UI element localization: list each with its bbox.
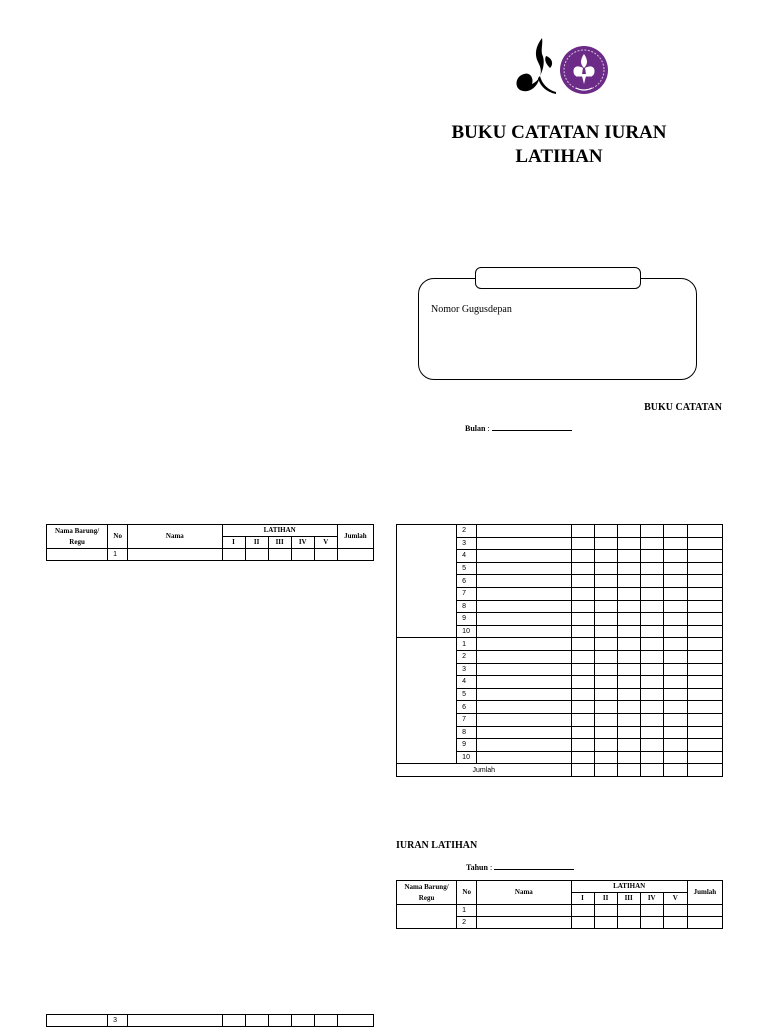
row-number: 6 bbox=[457, 701, 477, 714]
header-latihan: LATIHAN bbox=[571, 881, 687, 893]
table-cell[interactable] bbox=[594, 676, 617, 689]
table-cell[interactable] bbox=[571, 726, 594, 739]
table-cell[interactable] bbox=[594, 625, 617, 638]
table-cell[interactable] bbox=[617, 713, 640, 726]
table-cell[interactable] bbox=[617, 688, 640, 701]
table-cell[interactable] bbox=[640, 739, 663, 752]
table-cell[interactable] bbox=[291, 549, 314, 561]
table-cell[interactable] bbox=[687, 688, 722, 701]
table-cell[interactable] bbox=[687, 625, 722, 638]
table-cell[interactable] bbox=[640, 764, 663, 777]
header-nama-barung: Nama Barung/ Regu bbox=[47, 525, 108, 549]
table-cell[interactable] bbox=[314, 549, 337, 561]
table-cell[interactable] bbox=[687, 739, 722, 752]
table-cell[interactable] bbox=[640, 676, 663, 689]
table-cell[interactable] bbox=[640, 575, 663, 588]
header-jumlah: Jumlah bbox=[687, 881, 722, 905]
table-cell[interactable] bbox=[687, 550, 722, 563]
table-cell[interactable] bbox=[571, 638, 594, 651]
table-cell[interactable] bbox=[314, 1015, 337, 1027]
table-cell[interactable] bbox=[640, 650, 663, 663]
table-cell[interactable] bbox=[617, 613, 640, 626]
table-cell[interactable] bbox=[663, 739, 687, 752]
table-cell[interactable] bbox=[477, 739, 571, 752]
table-cell[interactable] bbox=[571, 562, 594, 575]
table-cell[interactable] bbox=[594, 701, 617, 714]
header-latihan-iv: IV bbox=[291, 537, 314, 549]
header-nama-barung: Nama Barung/ Regu bbox=[397, 881, 457, 905]
table-cell[interactable] bbox=[477, 650, 571, 663]
scout-tunas-icon bbox=[517, 38, 556, 94]
table-cell[interactable] bbox=[47, 1015, 108, 1027]
table-cell[interactable] bbox=[663, 713, 687, 726]
table-cell[interactable] bbox=[594, 739, 617, 752]
row-number: 2 bbox=[457, 917, 477, 929]
row-number: 9 bbox=[457, 613, 477, 626]
table-cell[interactable] bbox=[477, 676, 571, 689]
table-cell[interactable] bbox=[477, 713, 571, 726]
table-cell[interactable] bbox=[640, 663, 663, 676]
table-cell[interactable] bbox=[687, 587, 722, 600]
table-cell[interactable] bbox=[594, 562, 617, 575]
bulan-label: Bulan bbox=[465, 424, 486, 433]
table-cell[interactable] bbox=[477, 638, 571, 651]
row-number: 8 bbox=[457, 600, 477, 613]
table-cell[interactable] bbox=[477, 587, 571, 600]
table-row bbox=[397, 525, 723, 538]
row-number: 2 bbox=[457, 525, 477, 538]
iuran-latihan-heading: IURAN LATIHAN bbox=[396, 840, 478, 851]
table-row bbox=[47, 1015, 374, 1027]
table-cell[interactable] bbox=[571, 587, 594, 600]
table-cell[interactable] bbox=[640, 550, 663, 563]
table-cell[interactable] bbox=[477, 550, 571, 563]
tahun-blank-line[interactable] bbox=[494, 863, 574, 870]
table-cell[interactable] bbox=[640, 905, 663, 917]
table-cell[interactable] bbox=[663, 587, 687, 600]
header-latihan-v: V bbox=[314, 537, 337, 549]
tahun-field[interactable] bbox=[466, 863, 574, 872]
right-latihan-table bbox=[396, 524, 723, 777]
year-latihan-table bbox=[396, 880, 723, 929]
table-cell[interactable] bbox=[245, 1015, 268, 1027]
table-cell[interactable] bbox=[128, 549, 222, 561]
table-cell[interactable] bbox=[477, 625, 571, 638]
table-cell[interactable] bbox=[222, 549, 245, 561]
table-cell[interactable] bbox=[571, 764, 594, 777]
row-number: 2 bbox=[457, 650, 477, 663]
table-cell[interactable] bbox=[571, 525, 594, 538]
wosm-emblem-icon bbox=[560, 46, 608, 94]
table-cell[interactable] bbox=[663, 562, 687, 575]
table-cell[interactable] bbox=[571, 917, 594, 929]
table-cell[interactable] bbox=[687, 525, 722, 538]
table-cell[interactable] bbox=[477, 663, 571, 676]
row-number: 7 bbox=[457, 713, 477, 726]
jumlah-row bbox=[397, 764, 723, 777]
table-cell[interactable] bbox=[617, 917, 640, 929]
table-cell[interactable] bbox=[617, 726, 640, 739]
table-cell[interactable] bbox=[594, 600, 617, 613]
row-number: 9 bbox=[457, 739, 477, 752]
table-cell[interactable] bbox=[594, 917, 617, 929]
table-cell[interactable] bbox=[477, 575, 571, 588]
table-cell[interactable] bbox=[687, 613, 722, 626]
table-cell[interactable] bbox=[617, 663, 640, 676]
table-cell[interactable] bbox=[687, 575, 722, 588]
row-number: 1 bbox=[457, 905, 477, 917]
table-cell[interactable] bbox=[663, 600, 687, 613]
table-cell[interactable] bbox=[571, 600, 594, 613]
header-latihan-ii: II bbox=[245, 537, 268, 549]
table-cell[interactable] bbox=[222, 1015, 245, 1027]
table-cell[interactable] bbox=[663, 613, 687, 626]
table-cell[interactable] bbox=[617, 562, 640, 575]
table-cell[interactable] bbox=[663, 550, 687, 563]
table-row bbox=[47, 549, 374, 561]
table-cell[interactable] bbox=[571, 688, 594, 701]
row-number: 3 bbox=[457, 537, 477, 550]
table-cell[interactable] bbox=[617, 537, 640, 550]
header-nama: Nama bbox=[477, 881, 571, 905]
table-cell[interactable] bbox=[663, 676, 687, 689]
table-cell[interactable] bbox=[477, 600, 571, 613]
table-cell[interactable] bbox=[687, 713, 722, 726]
table-cell[interactable] bbox=[571, 663, 594, 676]
table-cell[interactable] bbox=[640, 917, 663, 929]
left-latihan-table-continued bbox=[46, 1014, 374, 1027]
row-number: 7 bbox=[457, 587, 477, 600]
table-cell[interactable] bbox=[617, 751, 640, 764]
table-cell[interactable] bbox=[594, 613, 617, 626]
header-no: No bbox=[108, 525, 128, 549]
table-cell[interactable] bbox=[477, 688, 571, 701]
table-cell[interactable] bbox=[663, 625, 687, 638]
row-number: 3 bbox=[457, 663, 477, 676]
table-cell[interactable] bbox=[594, 537, 617, 550]
table-cell[interactable] bbox=[477, 525, 571, 538]
table-cell[interactable] bbox=[571, 575, 594, 588]
table-cell[interactable] bbox=[663, 575, 687, 588]
buku-catatan-heading: BUKU CATATAN bbox=[644, 402, 722, 413]
barung-group-cell[interactable] bbox=[397, 905, 457, 929]
row-number: 10 bbox=[457, 625, 477, 638]
header-jumlah: Jumlah bbox=[337, 525, 373, 549]
table-cell[interactable] bbox=[594, 688, 617, 701]
row-number: 3 bbox=[108, 1015, 128, 1027]
table-cell[interactable] bbox=[640, 562, 663, 575]
table-cell[interactable] bbox=[571, 537, 594, 550]
table-cell[interactable] bbox=[617, 638, 640, 651]
table-cell[interactable] bbox=[571, 905, 594, 917]
row-number: 5 bbox=[457, 688, 477, 701]
table-cell[interactable] bbox=[571, 625, 594, 638]
barung-group-cell[interactable] bbox=[397, 638, 457, 764]
table-cell[interactable] bbox=[687, 905, 722, 917]
table-cell[interactable] bbox=[594, 726, 617, 739]
table-cell[interactable] bbox=[687, 650, 722, 663]
row-number: 6 bbox=[457, 575, 477, 588]
table-cell[interactable] bbox=[594, 575, 617, 588]
table-cell[interactable] bbox=[571, 701, 594, 714]
table-cell[interactable] bbox=[687, 638, 722, 651]
table-cell[interactable] bbox=[687, 663, 722, 676]
header-nama: Nama bbox=[128, 525, 222, 549]
table-cell[interactable] bbox=[640, 713, 663, 726]
row-number: 10 bbox=[457, 751, 477, 764]
gugusdepan-label: Nomor Gugusdepan bbox=[431, 304, 512, 315]
table-cell[interactable] bbox=[617, 701, 640, 714]
table-cell[interactable] bbox=[291, 1015, 314, 1027]
table-cell[interactable] bbox=[640, 537, 663, 550]
table-cell[interactable] bbox=[663, 701, 687, 714]
table-cell[interactable] bbox=[477, 701, 571, 714]
table-cell[interactable] bbox=[571, 613, 594, 626]
table-cell[interactable] bbox=[617, 587, 640, 600]
header-latihan-i: I bbox=[571, 893, 594, 905]
table-cell[interactable] bbox=[594, 751, 617, 764]
table-cell[interactable] bbox=[617, 550, 640, 563]
table-cell[interactable] bbox=[477, 726, 571, 739]
table-cell[interactable] bbox=[687, 726, 722, 739]
header-latihan-ii: II bbox=[594, 893, 617, 905]
table-cell[interactable] bbox=[663, 688, 687, 701]
table-cell[interactable] bbox=[245, 549, 268, 561]
table-cell[interactable] bbox=[571, 676, 594, 689]
table-cell[interactable] bbox=[337, 1015, 373, 1027]
table-cell[interactable] bbox=[640, 638, 663, 651]
row-number: 4 bbox=[457, 550, 477, 563]
page-title-line2: LATIHAN bbox=[515, 146, 603, 167]
table-cell[interactable] bbox=[663, 917, 687, 929]
table-cell[interactable] bbox=[268, 549, 291, 561]
table-cell[interactable] bbox=[687, 600, 722, 613]
table-cell[interactable] bbox=[640, 613, 663, 626]
table-cell[interactable] bbox=[617, 525, 640, 538]
table-cell[interactable] bbox=[640, 625, 663, 638]
table-cell[interactable] bbox=[617, 905, 640, 917]
gugusdepan-tab bbox=[475, 267, 641, 289]
table-cell[interactable] bbox=[663, 751, 687, 764]
table-cell[interactable] bbox=[663, 726, 687, 739]
page-title bbox=[420, 121, 698, 169]
table-cell[interactable] bbox=[640, 587, 663, 600]
table-cell[interactable] bbox=[571, 650, 594, 663]
table-cell[interactable] bbox=[337, 549, 373, 561]
table-row bbox=[397, 905, 723, 917]
table-cell[interactable] bbox=[617, 650, 640, 663]
table-cell[interactable] bbox=[663, 525, 687, 538]
page-title-line1: BUKU CATATAN IURAN bbox=[451, 122, 667, 143]
table-cell[interactable] bbox=[477, 613, 571, 626]
header-latihan-iii: III bbox=[617, 893, 640, 905]
bulan-blank-line[interactable] bbox=[492, 424, 572, 431]
table-row bbox=[397, 638, 723, 651]
table-cell[interactable] bbox=[594, 525, 617, 538]
header-no: No bbox=[457, 881, 477, 905]
table-cell[interactable] bbox=[594, 713, 617, 726]
table-cell[interactable] bbox=[477, 537, 571, 550]
tahun-separator: : bbox=[487, 863, 495, 872]
table-cell[interactable] bbox=[663, 638, 687, 651]
table-cell[interactable] bbox=[663, 650, 687, 663]
jumlah-footer-label: Jumlah bbox=[397, 764, 572, 777]
table-cell[interactable] bbox=[687, 676, 722, 689]
table-cell[interactable] bbox=[571, 751, 594, 764]
table-cell[interactable] bbox=[687, 751, 722, 764]
table-cell[interactable] bbox=[663, 764, 687, 777]
table-cell[interactable] bbox=[687, 537, 722, 550]
table-cell[interactable] bbox=[594, 663, 617, 676]
table-cell[interactable] bbox=[663, 905, 687, 917]
table-cell[interactable] bbox=[571, 550, 594, 563]
table-cell[interactable] bbox=[687, 917, 722, 929]
table-cell[interactable] bbox=[640, 751, 663, 764]
bulan-field[interactable] bbox=[465, 424, 572, 433]
table-cell[interactable] bbox=[477, 562, 571, 575]
row-number: 4 bbox=[457, 676, 477, 689]
header-latihan-iv: IV bbox=[640, 893, 663, 905]
header-latihan-i: I bbox=[222, 537, 245, 549]
table-cell[interactable] bbox=[617, 600, 640, 613]
row-number: 1 bbox=[457, 638, 477, 651]
table-cell[interactable] bbox=[617, 764, 640, 777]
table-cell[interactable] bbox=[687, 764, 722, 777]
gugusdepan-box[interactable] bbox=[418, 278, 697, 380]
table-cell[interactable] bbox=[663, 537, 687, 550]
table-cell[interactable] bbox=[477, 917, 571, 929]
table-cell[interactable] bbox=[594, 550, 617, 563]
scout-logo bbox=[512, 34, 608, 98]
table-cell[interactable] bbox=[128, 1015, 222, 1027]
table-cell[interactable] bbox=[594, 638, 617, 651]
table-cell[interactable] bbox=[617, 739, 640, 752]
table-cell[interactable] bbox=[687, 701, 722, 714]
table-cell[interactable] bbox=[477, 751, 571, 764]
bulan-separator: : bbox=[485, 424, 492, 433]
table-cell[interactable] bbox=[640, 688, 663, 701]
table-cell[interactable] bbox=[640, 525, 663, 538]
table-cell[interactable] bbox=[268, 1015, 291, 1027]
row-number: 1 bbox=[108, 549, 128, 561]
table-cell[interactable] bbox=[663, 663, 687, 676]
row-number: 5 bbox=[457, 562, 477, 575]
table-cell[interactable] bbox=[571, 739, 594, 752]
table-cell[interactable] bbox=[640, 600, 663, 613]
table-cell[interactable] bbox=[594, 764, 617, 777]
tahun-label: Tahun bbox=[466, 863, 488, 872]
table-cell[interactable] bbox=[594, 650, 617, 663]
table-cell[interactable] bbox=[617, 676, 640, 689]
table-cell[interactable] bbox=[594, 587, 617, 600]
left-latihan-table bbox=[46, 524, 374, 561]
header-latihan-iii: III bbox=[268, 537, 291, 549]
table-cell[interactable] bbox=[594, 905, 617, 917]
table-cell[interactable] bbox=[477, 905, 571, 917]
table-cell[interactable] bbox=[617, 625, 640, 638]
table-cell[interactable] bbox=[687, 562, 722, 575]
header-latihan: LATIHAN bbox=[222, 525, 337, 537]
table-cell[interactable] bbox=[47, 549, 108, 561]
barung-group-cell[interactable] bbox=[397, 525, 457, 638]
header-latihan-v: V bbox=[663, 893, 687, 905]
table-cell[interactable] bbox=[640, 726, 663, 739]
table-cell[interactable] bbox=[571, 713, 594, 726]
row-number: 8 bbox=[457, 726, 477, 739]
table-cell[interactable] bbox=[640, 701, 663, 714]
table-cell[interactable] bbox=[617, 575, 640, 588]
